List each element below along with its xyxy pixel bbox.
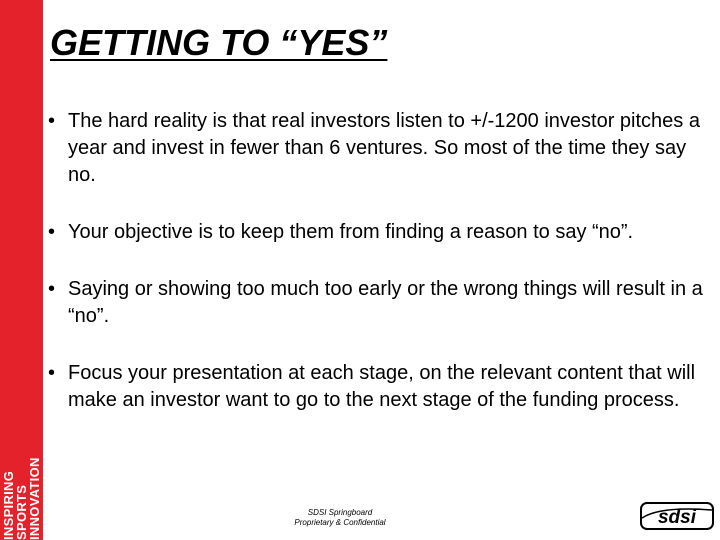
sidebar-line-2: SPORTS xyxy=(14,484,29,540)
bullet-item xyxy=(48,276,708,330)
bullet-text: Your objective is to keep them from finding a reason to say “no”. xyxy=(68,221,634,243)
footer-line-1: SDSI Springboard xyxy=(307,508,373,517)
bullet-text: Saying or showing too much too early or the wrong things will result in a “no”. xyxy=(68,278,703,327)
bullet-icon: • xyxy=(48,278,56,300)
bullet-icon: • xyxy=(48,362,56,384)
slide-title: GETTING TO “YES” xyxy=(50,22,388,63)
bullet-item xyxy=(48,360,708,414)
bullet-icon: • xyxy=(48,110,56,132)
sdsi-logo xyxy=(640,500,714,532)
sidebar-line-1: INSPIRING xyxy=(1,470,16,540)
footer-note xyxy=(270,508,410,528)
bullet-item xyxy=(48,219,708,246)
bullet-text: The hard reality is that real investors listen to +/-1200 investor pitches a year and invest in fewer than 6 ventures. So most of the time they say no. xyxy=(68,110,700,186)
bullet-icon: • xyxy=(48,221,56,243)
sidebar-line-3: INNOVATION xyxy=(27,457,42,540)
logo-text: sdsi xyxy=(657,507,697,528)
brand-sidebar xyxy=(0,0,43,540)
bullet-item xyxy=(48,108,708,189)
bullet-list xyxy=(48,108,708,414)
footer-line-2: Proprietary & Confidential xyxy=(294,518,386,527)
sidebar-tagline xyxy=(0,458,43,540)
bullet-text: Focus your presentation at each stage, on the relevant content that will make an investor want to go to the next stage of the funding process. xyxy=(68,362,696,411)
